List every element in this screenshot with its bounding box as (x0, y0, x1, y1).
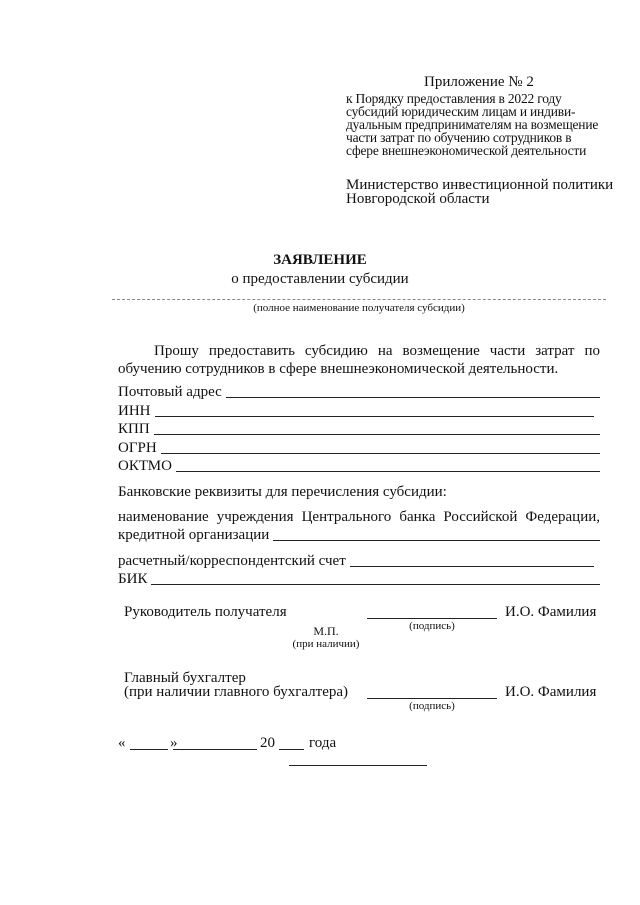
date-month-field[interactable] (173, 749, 257, 750)
head-signature-line[interactable] (367, 618, 497, 619)
appendix-line: к Порядку предоставления в 2022 году (346, 91, 562, 106)
appendix-title: Приложение № 2 (424, 74, 534, 90)
appendix-line: субсидий юридическим лицам и индиви- (346, 104, 576, 119)
stamp-note: (при наличии) (292, 638, 360, 650)
date-day-field[interactable] (130, 749, 168, 750)
date-year-word: года (309, 735, 337, 751)
inn-field[interactable] (118, 403, 594, 420)
stamp-label: М.П. (313, 624, 339, 638)
bank-institution-label: кредитной организации (118, 527, 270, 543)
accountant-label: Главный бухгалтер (124, 670, 246, 686)
oktmo-label: ОКТМО (118, 458, 172, 474)
bank-heading: Банковские реквизиты для перечисления субсидии: (118, 484, 447, 500)
date-close-quote: » (170, 735, 178, 751)
appendix-line: сфере внешнеэкономической деятельности (346, 143, 587, 158)
bik-label: БИК (118, 571, 148, 587)
account-field[interactable] (118, 553, 594, 570)
ogrn-label: ОГРН (118, 440, 157, 456)
date-year-field[interactable] (279, 749, 304, 750)
addressee-line: Министерство инвестиционной политики (346, 177, 614, 193)
date-open-quote: « (118, 735, 126, 751)
oktmo-field[interactable] (118, 458, 600, 475)
accountant-note: (при наличии главного бухгалтера) (124, 684, 349, 700)
account-label: расчетный/корреспондентский счет (118, 553, 346, 569)
date-century: 20 (260, 735, 275, 751)
postal-address-label: Почтовый адрес (118, 384, 222, 400)
document-subtitle: о предоставлении субсидии (231, 271, 409, 287)
appendix-line: части затрат по обучению сотрудников в (346, 130, 572, 145)
head-label: Руководитель получателя (124, 604, 287, 620)
accountant-name: И.О. Фамилия (505, 684, 597, 700)
bottom-rule (289, 765, 427, 766)
document-title: ЗАЯВЛЕНИЕ (273, 252, 367, 268)
addressee-line: Новгородской области (346, 191, 490, 207)
bank-institution-field[interactable] (118, 527, 600, 544)
kpp-field[interactable] (118, 421, 600, 438)
request-line2: обучению сотрудников в сфере внешнеэкономической деятельности. (118, 361, 559, 377)
ogrn-field[interactable] (118, 440, 600, 457)
kpp-label: КПП (118, 421, 150, 437)
request-line1: Прошу предоставить субсидию на возмещение части затрат по (154, 343, 600, 359)
head-name: И.О. Фамилия (505, 604, 597, 620)
recipient-caption: (полное наименование получателя субсидии) (253, 302, 465, 314)
postal-address-field[interactable] (118, 384, 600, 401)
bik-field[interactable] (118, 571, 600, 588)
appendix-line: дуальным предпринимателям на возмещение (346, 117, 599, 132)
bank-institution-line1: наименование учреждения Центрального банка Российской Федерации, (118, 509, 600, 525)
accountant-signature-caption: (подпись) (409, 700, 455, 712)
accountant-signature-line[interactable] (367, 698, 497, 699)
recipient-name-line[interactable] (112, 299, 606, 300)
inn-label: ИНН (118, 403, 151, 419)
head-signature-caption: (подпись) (409, 620, 455, 632)
